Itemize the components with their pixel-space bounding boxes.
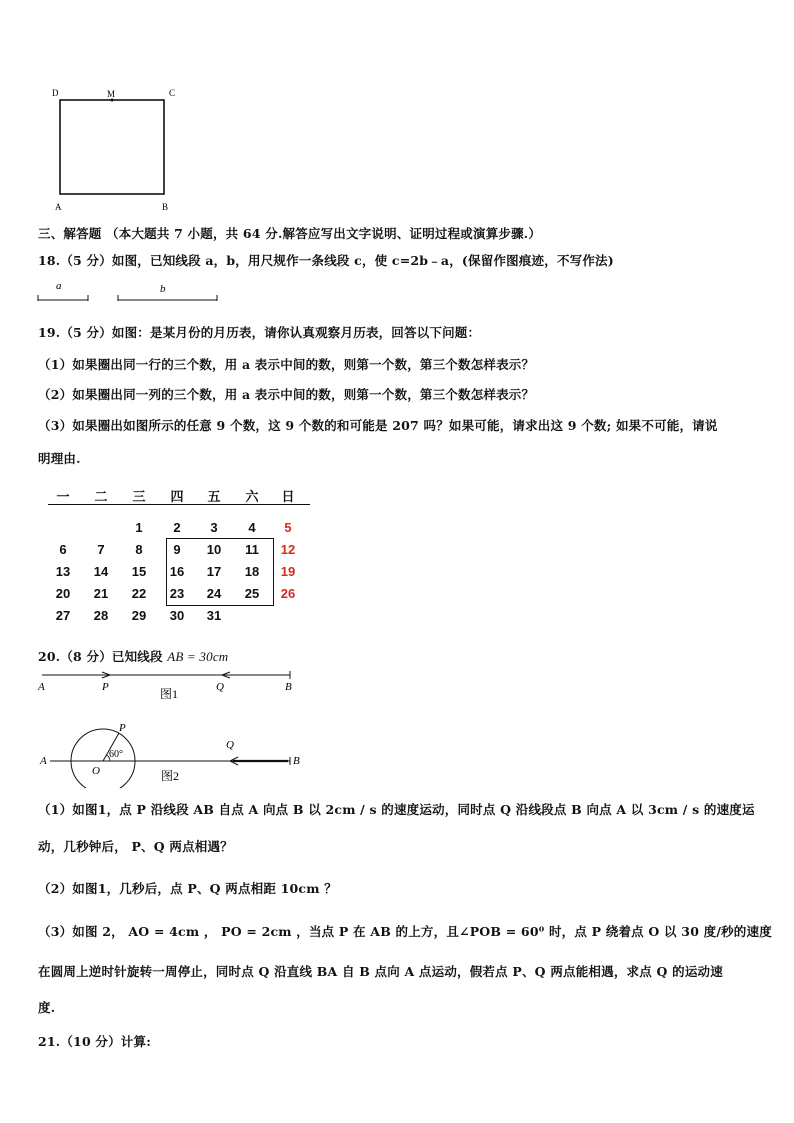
question-20-title (38, 647, 228, 665)
calendar-day: 31 (206, 608, 222, 623)
calendar-day: 8 (135, 542, 143, 557)
calendar-day: 6 (59, 542, 67, 557)
question-20-math: AB = 30cm (167, 649, 229, 664)
calendar-day: 7 (97, 542, 105, 557)
fig1-label-A: A (38, 681, 45, 693)
question-18: 18.（5 分）如图，已知线段 a，b，用尺规作一条线段 c，使 c=2b﹣a，(保留作图痕迹，不写作法) (38, 253, 614, 268)
figure-2 (38, 716, 308, 788)
fig2-label-B: B (293, 755, 300, 767)
calendar-day: 20 (55, 586, 71, 601)
weekday-tue: 二 (94, 489, 108, 504)
calendar-day: 4 (248, 520, 256, 535)
calendar-day: 27 (55, 608, 71, 623)
calendar-header (48, 486, 308, 502)
question-20-part3-line3: 度. (38, 1000, 56, 1015)
calendar-day: 3 (210, 520, 218, 535)
fig2-caption: 图2 (161, 769, 180, 783)
segment-b-label: b (160, 283, 166, 295)
question-19-part2: （2）如果圈出同一列的三个数，用 a 表示中间的数，则第一个数，第三个数怎样表示？ (38, 387, 535, 402)
calendar-day: 21 (93, 586, 109, 601)
calendar-day: 10 (206, 542, 222, 557)
question-20-part3-line2: 在圆周上逆时针旋转一周停止，同时点 Q 沿直线 BA 自 B 点向 A 点运动，假若点 P、Q 两点能相遇，求点 Q 的运动速 (38, 964, 723, 979)
calendar-day: 29 (131, 608, 147, 623)
calendar-day: 22 (131, 586, 147, 601)
fig2-label-O: O (92, 765, 100, 777)
calendar-selection-box (166, 538, 274, 606)
question-19-intro: 19.（5 分）如图：是某月份的月历表，请你认真观察月历表，回答以下问题： (38, 325, 481, 340)
calendar-day: 9 (173, 542, 181, 557)
calendar-day: 15 (131, 564, 147, 579)
calendar-day-sunday: 26 (280, 586, 296, 601)
calendar-day: 14 (93, 564, 109, 579)
section-heading: 三、解答题 （本大题共 7 小题，共 64 分.解答应写出文字说明、证明过程或演算步骤.） (38, 226, 542, 241)
weekday-sat: 六 (245, 489, 259, 504)
fig1-label-B: B (285, 681, 292, 693)
weekday-sun: 日 (281, 489, 295, 504)
calendar-day: 25 (244, 586, 260, 601)
fig2-label-Q: Q (226, 739, 234, 751)
weekday-thu: 四 (170, 489, 184, 504)
question-19-part3-line2: 明理由. (38, 451, 81, 466)
square-diagram (50, 86, 185, 216)
question-20-part2: （2）如图1，几秒后，点 P、Q 两点相距 10cm ？ (38, 881, 337, 896)
question-19-part3-line1: （3）如果圈出如图所示的任意 9 个数，这 9 个数的和可能是 207 吗？如果可能，请求出这 9 个数; 如果不可能，请说 (38, 418, 718, 433)
question-20-part1-line1: （1）如图1，点 P 沿线段 AB 自点 A 向点 B 以 2cm / s 的速度运动，同时点 Q 沿线段点 B 向点 A 以 3cm / s 的速度运 (38, 802, 755, 817)
calendar-day: 17 (206, 564, 222, 579)
question-20-prefix: 20.（8 分）已知线段 (38, 649, 163, 664)
calendar-day-sunday: 5 (284, 520, 292, 535)
question-20-part3-line1: （3）如图 2， AO = 4cm ， PO = 2cm ，当点 P 在 AB 的上方，且∠POB = 60⁰ 时，点 P 绕着点 O 以 30 度/秒的速度 (38, 924, 772, 939)
question-20-part1-line2: 动，几秒钟后， P、Q 两点相遇？ (38, 839, 233, 854)
calendar-day: 13 (55, 564, 71, 579)
weekday-wed: 三 (132, 489, 146, 504)
calendar-day: 30 (169, 608, 185, 623)
weekday-fri: 五 (207, 489, 221, 504)
segment-a-label: a (56, 280, 62, 292)
calendar-day-sunday: 19 (280, 564, 296, 579)
question-21: 21.（10 分）计算: (38, 1034, 152, 1049)
calendar-day: 24 (206, 586, 222, 601)
label-A: A (55, 202, 62, 212)
fig1-label-Q: Q (216, 681, 224, 693)
calendar-day: 1 (135, 520, 143, 535)
weekday-mon: 一 (56, 489, 70, 504)
label-D: D (52, 88, 59, 98)
calendar-day: 18 (244, 564, 260, 579)
fig2-label-A: A (40, 755, 47, 767)
calendar-day: 11 (245, 542, 259, 557)
fig1-caption: 图1 (160, 687, 179, 701)
fig2-angle-label: 60° (109, 749, 123, 760)
label-M: M (107, 89, 116, 99)
calendar-day: 2 (173, 520, 181, 535)
fig2-label-P: P (119, 722, 126, 734)
fig1-label-P: P (102, 681, 109, 693)
calendar-header-rule (48, 504, 310, 505)
segments-a-b (36, 276, 226, 304)
calendar-day: 23 (169, 586, 185, 601)
question-19-part1: （1）如果圈出同一行的三个数，用 a 表示中间的数，则第一个数，第三个数怎样表示？ (38, 357, 535, 372)
calendar-day: 16 (169, 564, 185, 579)
figure-1 (36, 668, 306, 704)
calendar-day: 28 (93, 608, 109, 623)
calendar (48, 486, 308, 626)
label-B: B (162, 202, 169, 212)
calendar-day-sunday: 12 (280, 542, 296, 557)
label-C: C (169, 88, 176, 98)
